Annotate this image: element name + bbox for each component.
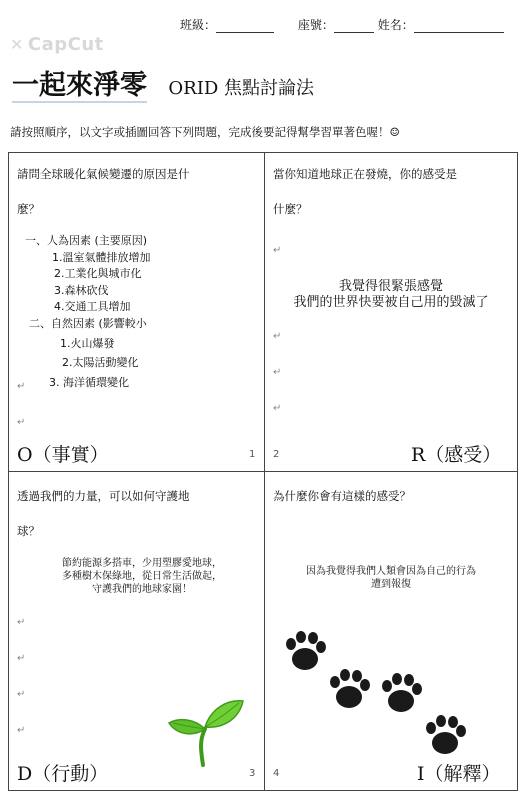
cell-r-answer: 我覺得很緊張感覺 我們的世界快要被自己用的毀滅了	[293, 279, 489, 310]
cause-item: 3.森林砍伐	[54, 283, 109, 297]
cause-item: 1.火山爆發	[60, 337, 115, 350]
orid-grid	[8, 152, 518, 791]
cell-d-question: 透過我們的力量，可以如何守護地 球？	[17, 489, 190, 538]
cause-heading-human: 一、人為因素 (主要原因)	[25, 234, 148, 247]
cell-o-paragraph-marks: ↵ ↵	[17, 381, 26, 428]
cell-i-answer: 因為我覺得我們人類會因為自己的行為 遭到報復	[306, 566, 476, 590]
name-blank	[414, 20, 504, 33]
paw-prints-icon	[277, 617, 473, 767]
cell-o-number: 1	[249, 449, 256, 460]
cause-item: 1.溫室氣體排放增加	[52, 250, 151, 264]
cause-item: 2.工業化與城市化	[54, 267, 142, 280]
student-info-header	[180, 16, 504, 33]
cell-i-question: 為什麼你會有這樣的感受？	[273, 489, 411, 503]
cell-d-number: 3	[249, 768, 256, 779]
cell-d-paragraph-marks: ↵ ↵ ↵ ↵	[17, 617, 26, 736]
cell-o-question: 請問全球暖化氣候變遷的原因是什 麼？	[17, 167, 190, 216]
label-r-feeling: R（感受）	[411, 444, 502, 466]
cause-heading-natural: 二、自然因素 (影響較小	[29, 316, 147, 330]
title-main: 一起來淨零	[12, 70, 147, 101]
seat-label: 座號：	[297, 18, 334, 32]
cell-i-number: 4	[273, 768, 280, 779]
capcut-logo-icon: ✕	[10, 35, 24, 54]
cause-item: 4.交通工具增加	[54, 300, 131, 313]
cell-r-paragraph-marks: ↵	[273, 245, 282, 256]
cell-r-question: 當你知道地球正在發燒，你的感受是 什麼？	[273, 167, 457, 216]
cause-item: 2.太陽活動變化	[62, 355, 139, 369]
cell-d	[17, 479, 257, 549]
seat-blank	[334, 20, 374, 33]
sprout-icon	[165, 693, 245, 767]
name-label: 姓名：	[377, 18, 414, 32]
cell-r	[273, 157, 513, 227]
page-title	[12, 63, 314, 102]
class-label: 班級：	[180, 18, 217, 32]
title-sub: ORID 焦點討論法	[168, 78, 314, 99]
cell-r-number: 2	[273, 449, 280, 460]
cell-r-paragraph-marks-lower: ↵ ↵ ↵	[273, 331, 282, 414]
cell-i	[273, 479, 513, 514]
grid-divider-horizontal	[9, 471, 517, 472]
cause-item: 3. 海洋循環變化	[49, 376, 129, 389]
label-o-fact: O（事實）	[17, 444, 109, 466]
instructions: 請按照順序，以文字或插圖回答下列問題，完成後要記得幫學習單著色喔！☺	[10, 125, 400, 139]
label-i-interpretation: I（解釋）	[417, 763, 501, 785]
cell-o	[17, 157, 257, 227]
cell-o-answer	[25, 233, 151, 392]
capcut-watermark: ✕ CapCut	[10, 34, 104, 55]
label-d-action: D（行動）	[17, 763, 109, 785]
cell-d-answer: 節約能源多搭車，少用塑膠愛地球， 多種樹木保綠地，從日常生活做起， 守護我們的地球家園！	[62, 558, 222, 595]
class-blank	[216, 20, 274, 33]
